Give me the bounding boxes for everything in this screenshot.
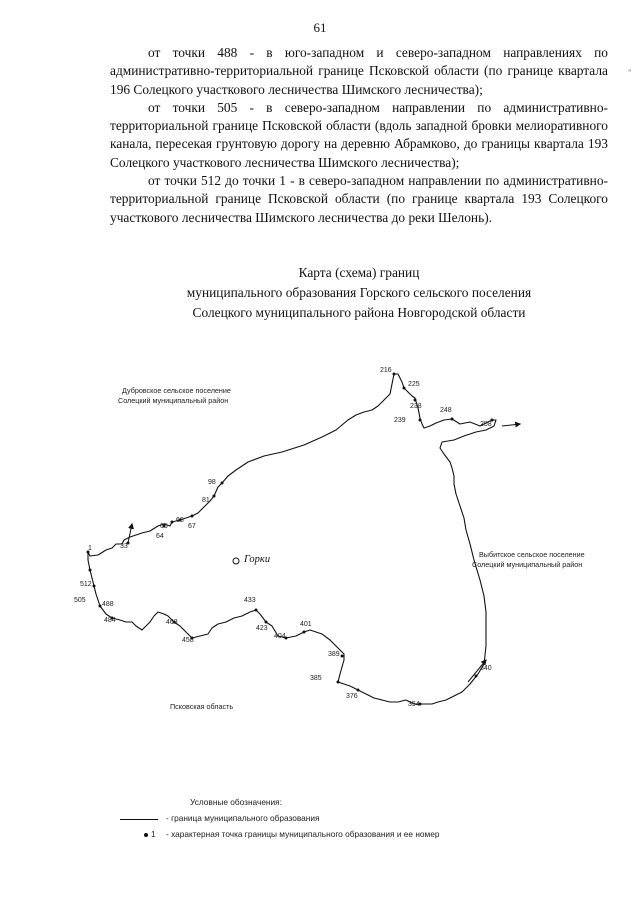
municipal-boundary-line — [88, 374, 496, 704]
edge-mark: " — [628, 68, 632, 78]
boundary-point-354-label: 354 — [408, 701, 420, 708]
boundary-points — [87, 373, 494, 706]
boundary-point-64-label: 64 — [156, 533, 164, 540]
paragraph-505: от точки 505 - в северо-западном направлении по административно-территориальной границе Псковской области (вдоль западной бровки мелиоративного канала, пересекая грунтовую дорогу на деревню Абрамково, до границы квартала 193 Солецкого участкового лесничества Шимского лесничества); — [110, 99, 608, 170]
legend-point-dot-icon — [144, 833, 148, 837]
paragraph-488: от точки 488 - в юго-западном и северо-западном направлениях по административно-территориальной границе Псковской области (по границе квартала 196 Солецкого участкового лесничества Шимского лесничества); — [110, 45, 608, 97]
boundary-point-248-dot — [451, 418, 454, 421]
boundary-point-67-dot — [191, 515, 194, 518]
boundary-map — [60, 360, 630, 720]
boundary-point-66-label: 66 — [176, 517, 184, 524]
boundary-point-433-label: 433 — [244, 597, 256, 604]
boundary-point-389-dot — [341, 655, 344, 658]
map-title — [110, 263, 608, 323]
boundary-point-404-label: 404 — [274, 633, 286, 640]
legend-boundary-line-icon — [120, 819, 158, 820]
boundary-point-98-label: 98 — [208, 479, 216, 486]
boundary-point-238-label: 238 — [410, 403, 422, 410]
boundary-point-505-dot — [93, 585, 96, 588]
boundary-point-385-dot — [337, 681, 340, 684]
boundary-point-463-label: 463 — [166, 619, 178, 626]
river-arrow-northwest — [128, 524, 132, 543]
legend-title: Условные обозначения: — [190, 797, 282, 807]
settlement-label-gorki: Горки — [244, 554, 271, 565]
boundary-point-239-dot — [419, 419, 422, 422]
boundary-point-1-label: 1 — [88, 545, 92, 552]
boundary-point-458-label: 458 — [182, 637, 194, 644]
boundary-point-433-dot — [255, 609, 258, 612]
boundary-point-81-label: 81 — [202, 497, 210, 504]
boundary-point-389-label: 389 — [328, 651, 340, 658]
boundary-point-385-label: 385 — [310, 675, 322, 682]
legend-point-number: 1 — [151, 829, 156, 839]
region-label-vybitskoe-1: Выбитское сельское поселение — [479, 550, 585, 559]
boundary-point-340-label: 340 — [480, 665, 492, 672]
legend-boundary-text: - граница муниципального образования — [166, 813, 320, 823]
boundary-point-216-label: 216 — [380, 367, 392, 374]
boundary-point-512-label: 512 — [80, 581, 92, 588]
boundary-point-225-dot — [403, 387, 406, 390]
boundary-point-340-dot — [475, 675, 478, 678]
boundary-point-484-label: 484 — [104, 617, 116, 624]
paragraph-512: от точки 512 до точки 1 - в северо-западном направлении по административно-территориальной границе Псковской области (по границе квартала 193 Солецкого участкового лесничества Шимского лесничества до реки Шелонь). — [110, 173, 608, 225]
boundary-point-401-dot — [303, 631, 306, 634]
boundary-map-drawing — [60, 360, 630, 720]
boundary-point-67-label: 67 — [188, 523, 196, 530]
boundary-point-401-label: 401 — [300, 621, 312, 628]
boundary-point-98-dot — [221, 482, 224, 485]
settlement-marker — [233, 558, 239, 564]
boundary-point-376-label: 376 — [346, 693, 358, 700]
region-label-pskov: Псковская область — [170, 702, 234, 711]
region-label-vybitskoe-2: Солецкий муниципальный район — [472, 560, 583, 569]
boundary-point-505-label: 505 — [74, 597, 86, 604]
legend-point-text: - характерная точка границы муниципального образования и ее номер — [166, 829, 440, 839]
boundary-point-512-dot — [89, 569, 92, 572]
boundary-point-81-dot — [213, 495, 216, 498]
boundary-point-33-label: 33 — [120, 543, 128, 550]
region-label-dubrovskoe-2: Солецкий муниципальный район — [118, 396, 229, 405]
body-text — [110, 44, 608, 227]
boundary-point-65-label: 65 — [160, 523, 168, 530]
boundary-point-423-label: 423 — [256, 625, 268, 632]
boundary-point-248-label: 248 — [440, 407, 452, 414]
boundary-point-225-label: 225 — [408, 381, 420, 388]
map-title-line-3: Солецкого муниципального района Новгородской области — [192, 305, 526, 320]
page-number: 61 — [313, 20, 327, 35]
boundary-point-65-dot — [171, 521, 174, 524]
map-title-line-2: муниципального образования Горского сельского поселения — [186, 285, 532, 300]
legend-row-point — [118, 829, 598, 841]
map-title-line-1: Карта (схема) границ — [298, 265, 420, 280]
legend-row-boundary — [118, 813, 598, 825]
boundary-point-239-label: 239 — [394, 417, 406, 424]
boundary-point-258-label: 258 — [480, 421, 492, 428]
region-label-dubrovskoe-1: Дубровское сельское поселение — [122, 386, 231, 395]
boundary-point-216-dot — [393, 373, 396, 376]
boundary-point-488-label: 488 — [102, 601, 114, 608]
river-arrow-northeast — [502, 424, 520, 426]
